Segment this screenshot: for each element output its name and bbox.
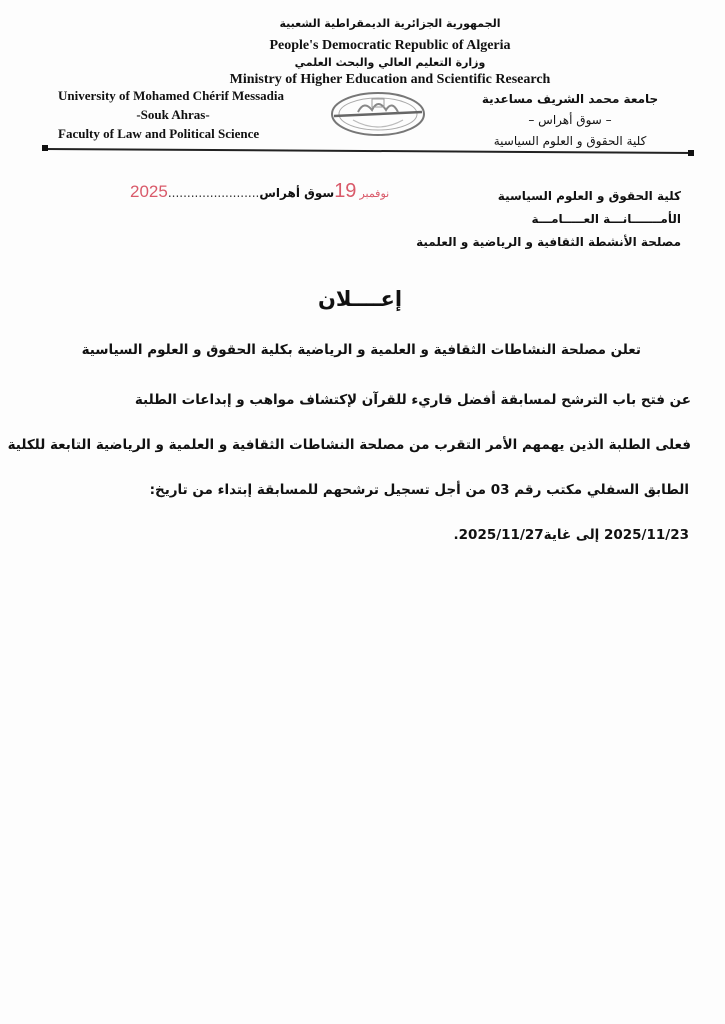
divider-end-square-left (42, 145, 48, 151)
stamp-day: 19 (334, 180, 357, 202)
university-logo (328, 90, 428, 138)
announcement-line: تعلن مصلحة النشاطات الثقافية و العلمية و الرياضية بكلية الحقوق و العلوم السياسية (81, 342, 641, 358)
sender-faculty: كلية الحقوق و العلوم السياسية (497, 189, 681, 203)
ministry-name-english: Ministry of Higher Education and Scientific Research (229, 72, 551, 87)
date-line (130, 180, 390, 203)
announcement-dates: 2025/11/23 إلى غاية2025/11/27. (453, 527, 689, 543)
date-city: سوق أهراس (259, 186, 335, 200)
faculty-name-english: Faculty of Law and Political Science (58, 126, 260, 141)
divider-end-square-right (688, 150, 694, 156)
city-english: -Souk Ahras- (136, 107, 210, 122)
stamp-month: نوفمبر (359, 188, 390, 200)
country-name-arabic: الجمهورية الجزائرية الديمقراطية الشعبية (279, 17, 501, 30)
university-name-arabic: جامعة محمد الشريف مساعدية (481, 92, 659, 106)
ministry-name-arabic: وزارة التعليم العالي والبحث العلمي (294, 56, 486, 69)
university-seal-icon (328, 90, 428, 138)
header-divider (44, 148, 694, 154)
date-dots: ........................ (167, 186, 260, 200)
sender-secretariat: الأمـــــــانـــة العـــــامـــة (531, 212, 681, 226)
stamp-year: 2025 (130, 182, 168, 201)
sender-service: مصلحة الأنشطة الثقافية و الرياضية و العلمية (416, 235, 681, 249)
country-name-english: People's Democratic Republic of Algeria (269, 38, 511, 53)
announcement-title: إعــــلان (317, 287, 403, 311)
announcement-line: فعلى الطلبة الذين يهمهم الأمر التقرب من مصلحة النشاطات الثقافية و العلمية و الرياضية التابعة للكلية (7, 437, 691, 453)
announcement-line: عن فتح باب الترشح لمسابقة أفضل قاريء للقرآن لإكتشاف مواهب و إبداعات الطلبة (134, 392, 691, 408)
faculty-name-arabic: كلية الحقوق و العلوم السياسية (493, 134, 647, 148)
city-arabic: – سوق أهراس – (528, 113, 612, 127)
university-name-english: University of Mohamed Chérif Messadia (58, 88, 285, 103)
announcement-line: الطابق السفلي مكتب رقم 03 من أجل تسجيل ترشحهم للمسابقة إبتداء من تاريخ: (149, 482, 689, 498)
